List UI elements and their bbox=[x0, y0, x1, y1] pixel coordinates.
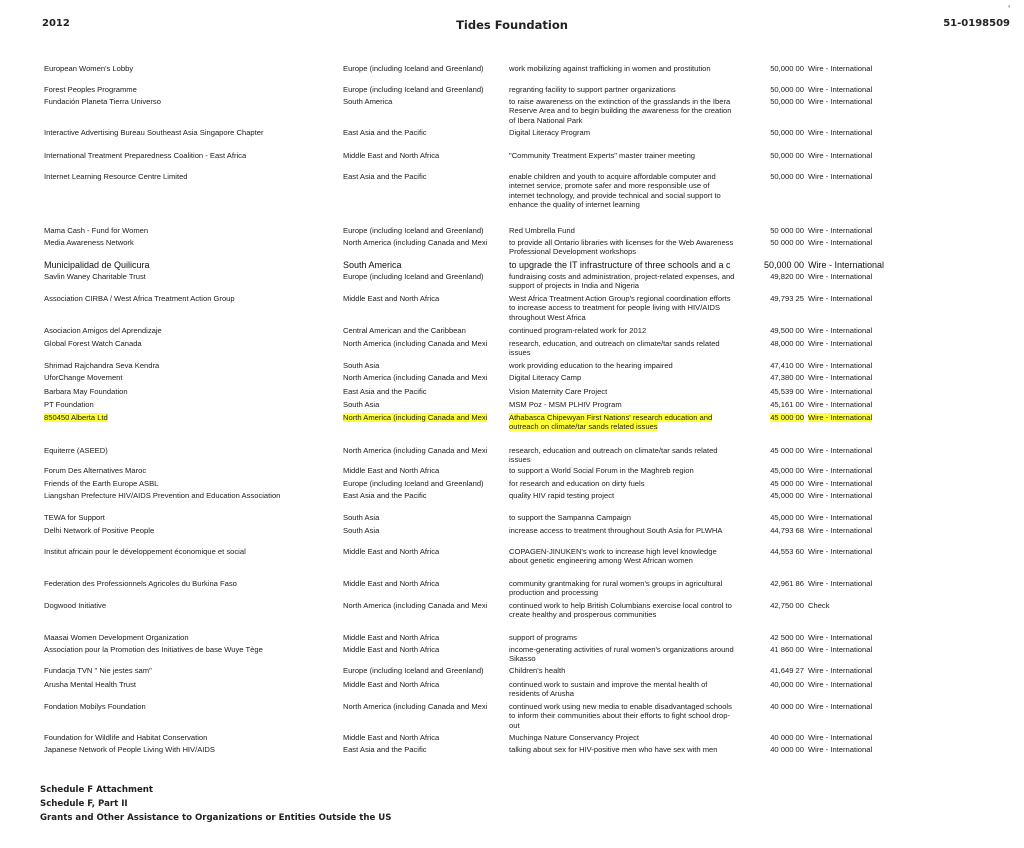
payment-method: Wire - International bbox=[808, 128, 873, 137]
grant-purpose: to raise awareness on the extinction of the grasslands in the Ibera Reserve Area and to begin building the awareness for the creation of Ibera National Park bbox=[509, 97, 732, 125]
grant-purpose: income-generating activities of rural women's organizations around Sikasso bbox=[509, 645, 734, 664]
grantee-region: Middle East and North Africa bbox=[343, 294, 440, 303]
payment-method: Check bbox=[808, 601, 830, 610]
grantee-region: Middle East and North Africa bbox=[343, 633, 440, 642]
payment-method: Wire - International bbox=[808, 339, 873, 348]
payment-method: Wire - International bbox=[808, 446, 873, 455]
grant-amount: 50,000 00 bbox=[770, 85, 804, 94]
grantee-region: East Asia and the Pacific bbox=[343, 491, 427, 500]
grant-amount: 40 000 00 bbox=[770, 702, 804, 711]
grant-amount: 42,750 00 bbox=[770, 601, 804, 610]
grant-amount: 49,500 00 bbox=[770, 326, 804, 335]
grantee-region: South America bbox=[343, 260, 402, 270]
grantee-region: Central American and the Caribbean bbox=[343, 326, 466, 335]
payment-method: Wire - International bbox=[808, 479, 873, 488]
grantee-name: Association CIRBA / West Africa Treatment Action Group bbox=[44, 294, 235, 303]
grantee-region: Europe (including Iceland and Greenland) bbox=[343, 479, 484, 488]
grantee-region: East Asia and the Pacific bbox=[343, 172, 427, 181]
grant-purpose: to upgrade the IT infrastructure of three schools and a c bbox=[509, 260, 731, 270]
grant-purpose: talking about sex for HIV-positive men who have sex with men bbox=[509, 745, 718, 754]
grant-amount: 41,649 27 bbox=[770, 666, 804, 675]
grant-amount: 40 000 00 bbox=[770, 745, 804, 754]
payment-method: Wire - International bbox=[808, 85, 873, 94]
footer-line-3: Grants and Other Assistance to Organizations or Entities Outside the US bbox=[40, 813, 392, 823]
payment-method: Wire - International bbox=[808, 361, 873, 370]
tax-year: 2012 bbox=[42, 18, 70, 29]
grant-purpose: increase access to treatment throughout South Asia for PLWHA bbox=[509, 526, 723, 535]
payment-method: Wire - International bbox=[808, 97, 873, 106]
payment-method: Wire - International bbox=[808, 680, 873, 689]
grantee-region: Middle East and North Africa bbox=[343, 645, 440, 654]
grantee-name: Fondation Mobilys Foundation bbox=[44, 702, 146, 711]
grant-purpose: quality HIV rapid testing project bbox=[509, 491, 615, 500]
grant-amount: 50,000 00 bbox=[770, 128, 804, 137]
payment-method: Wire - International bbox=[808, 373, 873, 382]
grant-amount: 45,000 00 bbox=[770, 466, 804, 475]
grant-purpose: Red Umbrella Fund bbox=[509, 226, 575, 235]
grantee-region: North America (including Canada and Mexi bbox=[343, 446, 488, 455]
payment-method: Wire - International bbox=[808, 294, 873, 303]
payment-method: Wire - International bbox=[808, 387, 873, 396]
payment-method: Wire - International bbox=[808, 491, 873, 500]
grant-purpose: continued work to help British Columbians exercise local control to create healthy and prosperous communities bbox=[509, 601, 732, 620]
payment-method: Wire - International bbox=[808, 702, 873, 711]
grant-purpose: enable children and youth to acquire affordable computer and internet service, promote safer and more responsible use of internet technology, and provide technical and social support to enhance the quality of internet learning bbox=[509, 172, 721, 210]
grant-amount: 50,000 00 bbox=[770, 172, 804, 181]
grant-purpose: research, education, and outreach on climate/tar sands related issues bbox=[509, 339, 720, 358]
grantee-region: South America bbox=[343, 97, 393, 106]
payment-method: Wire - International bbox=[808, 745, 873, 754]
grantee-name: Institut africain pour le développement économique et social bbox=[44, 547, 246, 556]
grantee-name: PT Foundation bbox=[44, 400, 94, 409]
payment-method: Wire - International bbox=[808, 733, 873, 742]
grantee-region: North America (including Canada and Mexi bbox=[343, 702, 488, 711]
payment-method: Wire - International bbox=[808, 326, 873, 335]
payment-method: Wire - International bbox=[808, 579, 873, 588]
footer-line-2: Schedule F, Part II bbox=[40, 799, 128, 809]
grantee-region: Middle East and North Africa bbox=[343, 547, 440, 556]
grant-purpose: regranting facility to support partner organizations bbox=[509, 85, 676, 94]
payment-method: Wire - International bbox=[808, 64, 873, 73]
grantee-region: North America (including Canada and Mexi bbox=[343, 373, 488, 382]
grant-amount: 45,000 00 bbox=[770, 513, 804, 522]
grantee-name: Fundación Planeta Tierra Universo bbox=[44, 97, 161, 106]
grant-purpose: Digital Literacy Camp bbox=[509, 373, 582, 382]
grant-purpose: to support a World Social Forum in the Maghreb region bbox=[509, 466, 694, 475]
grant-amount: 45 000 00 bbox=[770, 479, 804, 488]
footer-line-1: Schedule F Attachment bbox=[40, 785, 154, 795]
payment-method: Wire - International bbox=[808, 260, 885, 270]
grant-purpose: Vision Maternity Care Project bbox=[509, 387, 608, 396]
grant-purpose: research, education and outreach on climate/tar sands related issues bbox=[509, 446, 718, 465]
grantee-region: Middle East and North Africa bbox=[343, 579, 440, 588]
grant-purpose: continued program-related work for 2012 bbox=[509, 326, 647, 335]
grant-purpose: for research and education on dirty fuels bbox=[509, 479, 645, 488]
corner-mark: ' bbox=[1008, 4, 1010, 14]
grant-amount: 45 000 00 bbox=[770, 413, 804, 422]
grantee-name: 850450 Alberta Ltd bbox=[44, 413, 108, 422]
grant-amount: 49,793 25 bbox=[770, 294, 804, 303]
grant-purpose: Digital Literacy Program bbox=[509, 128, 591, 137]
payment-method: Wire - International bbox=[808, 526, 873, 535]
payment-method: Wire - International bbox=[808, 151, 873, 160]
grantee-name: Global Forest Watch Canada bbox=[44, 339, 142, 348]
grantee-name: Shrimad Rajchandra Seva Kendra bbox=[44, 361, 160, 370]
payment-method: Wire - International bbox=[808, 413, 873, 422]
grant-purpose: fundraising costs and administration, project-related expenses, and support of projects in India and Nigeria bbox=[509, 272, 735, 291]
grantee-name: Interactive Advertising Bureau Southeast Asia Singapore Chapter bbox=[44, 128, 264, 137]
grant-amount: 50 000 00 bbox=[770, 238, 804, 247]
grantee-region: Middle East and North Africa bbox=[343, 151, 440, 160]
grant-purpose: to provide all Ontario libraries with licenses for the Web Awareness Professional Development workshops bbox=[509, 238, 734, 257]
grant-amount: 47,380 00 bbox=[770, 373, 804, 382]
grantee-name: Maasai Women Development Organization bbox=[44, 633, 189, 642]
grantee-name: Savlin Waney Charitable Trust bbox=[44, 272, 146, 281]
grant-purpose: work providing education to the hearing impaired bbox=[509, 361, 673, 370]
grantee-region: North America (including Canada and Mexi bbox=[343, 238, 488, 247]
grant-purpose: West Africa Treatment Action Group's regional coordination efforts to increase access to treatment for people living with HIV/AIDS throughout West Africa bbox=[509, 294, 731, 322]
grantee-name: UforChange Movement bbox=[44, 373, 123, 382]
grantee-region: Europe (including Iceland and Greenland) bbox=[343, 666, 484, 675]
grant-amount: 40,000 00 bbox=[770, 680, 804, 689]
page-title: Tides Foundation bbox=[456, 18, 568, 32]
payment-method: Wire - International bbox=[808, 645, 873, 654]
grant-amount: 48,000 00 bbox=[770, 339, 804, 348]
grant-purpose: support of programs bbox=[509, 633, 577, 642]
grantee-name: Barbara May Foundation bbox=[44, 387, 128, 396]
payment-method: Wire - International bbox=[808, 466, 873, 475]
grantee-region: East Asia and the Pacific bbox=[343, 387, 427, 396]
grant-purpose: Children's health bbox=[509, 666, 566, 675]
grantee-name: Arusha Mental Health Trust bbox=[44, 680, 137, 689]
grantee-name: Media Awareness Network bbox=[44, 238, 134, 247]
grant-amount: 42,961 86 bbox=[770, 579, 804, 588]
grantee-region: Europe (including Iceland and Greenland) bbox=[343, 64, 484, 73]
grantee-region: North America (including Canada and Mexi bbox=[343, 601, 488, 610]
grant-amount: 40 000 00 bbox=[770, 733, 804, 742]
grant-amount: 42 500 00 bbox=[770, 633, 804, 642]
grant-amount: 50,000 00 bbox=[770, 97, 804, 106]
grantee-name: TEWA for Support bbox=[44, 513, 105, 522]
grantee-name: Federation des Professionnels Agricoles du Burkina Faso bbox=[44, 579, 237, 588]
payment-method: Wire - International bbox=[808, 513, 873, 522]
grant-amount: 44,793 68 bbox=[770, 526, 804, 535]
payment-method: Wire - International bbox=[808, 238, 873, 247]
grantee-region: Europe (including Iceland and Greenland) bbox=[343, 272, 484, 281]
grant-purpose: work mobilizing against trafficking in women and prostitution bbox=[509, 64, 711, 73]
grant-purpose: MSM Poz - MSM PLHIV Program bbox=[509, 400, 622, 409]
grantee-region: South Asia bbox=[343, 400, 380, 409]
grantee-region: South Asia bbox=[343, 526, 380, 535]
grant-amount: 50,000 00 bbox=[770, 64, 804, 73]
schedule-footer bbox=[40, 783, 391, 825]
grant-purpose: "Community Treatment Experts" master trainer meeting bbox=[509, 151, 696, 160]
grantee-region: East Asia and the Pacific bbox=[343, 128, 427, 137]
grantee-name: Friends of the Earth Europe ASBL bbox=[44, 479, 159, 488]
grantee-name: Mama Cash - Fund for Women bbox=[44, 226, 149, 235]
grantee-region: South Asia bbox=[343, 361, 380, 370]
grant-amount: 45,539 00 bbox=[770, 387, 804, 396]
grantee-name: Internet Learning Resource Centre Limited bbox=[44, 172, 188, 181]
grant-purpose: Muchinga Nature Conservancy Project bbox=[509, 733, 639, 742]
grantee-name: Foundation for Wildlife and Habitat Conservation bbox=[44, 733, 208, 742]
grantee-region: North America (including Canada and Mexi bbox=[343, 413, 488, 422]
payment-method: Wire - International bbox=[808, 172, 873, 181]
grantee-name: Asociacion Amigos del Aprendizaje bbox=[44, 326, 162, 335]
grantee-name: Equiterre (ASEED) bbox=[44, 446, 108, 455]
grant-amount: 50,000 00 bbox=[763, 260, 804, 270]
grant-purpose: to support the Sampanna Campaign bbox=[509, 513, 632, 522]
grant-amount: 41 860 00 bbox=[770, 645, 804, 654]
grantee-region: Middle East and North Africa bbox=[343, 466, 440, 475]
grantee-region: Europe (including Iceland and Greenland) bbox=[343, 85, 484, 94]
grant-purpose: continued work using new media to enable disadvantaged schools to inform their communities about their efforts to fight school drop-out bbox=[509, 702, 732, 730]
grantee-name: Forest Peoples Programme bbox=[44, 85, 137, 94]
grant-amount: 44,553 60 bbox=[770, 547, 804, 556]
payment-method: Wire - International bbox=[808, 547, 873, 556]
grant-amount: 49,820 00 bbox=[770, 272, 804, 281]
employer-id-number: 51-0198509 bbox=[943, 18, 1010, 29]
grantee-name: Liangshan Prefecture HIV/AIDS Prevention and Education Association bbox=[44, 491, 281, 500]
grantee-name: Forum Des Alternatives Maroc bbox=[44, 466, 147, 475]
grantee-region: Middle East and North Africa bbox=[343, 733, 440, 742]
grantee-name: International Treatment Preparedness Coalition - East Africa bbox=[44, 151, 247, 160]
grant-amount: 50,000 00 bbox=[770, 151, 804, 160]
payment-method: Wire - International bbox=[808, 633, 873, 642]
grantee-region: North America (including Canada and Mexi bbox=[343, 339, 488, 348]
grantee-region: South Asia bbox=[343, 513, 380, 522]
payment-method: Wire - International bbox=[808, 666, 873, 675]
grantee-name: Municipalidad de Quilicura bbox=[44, 260, 150, 270]
grant-amount: 47,410 00 bbox=[770, 361, 804, 370]
grant-amount: 50 000 00 bbox=[770, 226, 804, 235]
grantee-name: European Women's Lobby bbox=[44, 64, 134, 73]
grantee-name: Fundacja TVN " Nie jestes sam" bbox=[44, 666, 152, 675]
grantee-name: Association pour la Promotion des Initiatives de base Wuye Tège bbox=[44, 645, 263, 654]
grantee-name: Delhi Network of Positive People bbox=[44, 526, 155, 535]
payment-method: Wire - International bbox=[808, 226, 873, 235]
grant-amount: 45,000 00 bbox=[770, 491, 804, 500]
grant-purpose: continued work to sustain and improve the mental health of residents of Arusha bbox=[509, 680, 708, 699]
grant-purpose: COPAGEN-JINUKEN's work to increase high level knowledge about genetic engineering among West African women bbox=[509, 547, 717, 566]
grantee-region: East Asia and the Pacific bbox=[343, 745, 427, 754]
payment-method: Wire - International bbox=[808, 272, 873, 281]
grant-amount: 45 000 00 bbox=[770, 446, 804, 455]
grantee-region: Middle East and North Africa bbox=[343, 680, 440, 689]
grantee-name: Dogwood Initiative bbox=[44, 601, 107, 610]
grantee-region: Europe (including Iceland and Greenland) bbox=[343, 226, 484, 235]
grant-purpose: community grantmaking for rural women's groups in agricultural production and processing bbox=[509, 579, 723, 598]
grantee-name: Japanese Network of People Living With HIV/AIDS bbox=[44, 745, 215, 754]
payment-method: Wire - International bbox=[808, 400, 873, 409]
grant-amount: 45,161 00 bbox=[770, 400, 804, 409]
grant-purpose: Athabasca Chipewyan First Nations' research education and outreach on climate/tar sands related issues bbox=[509, 413, 713, 432]
